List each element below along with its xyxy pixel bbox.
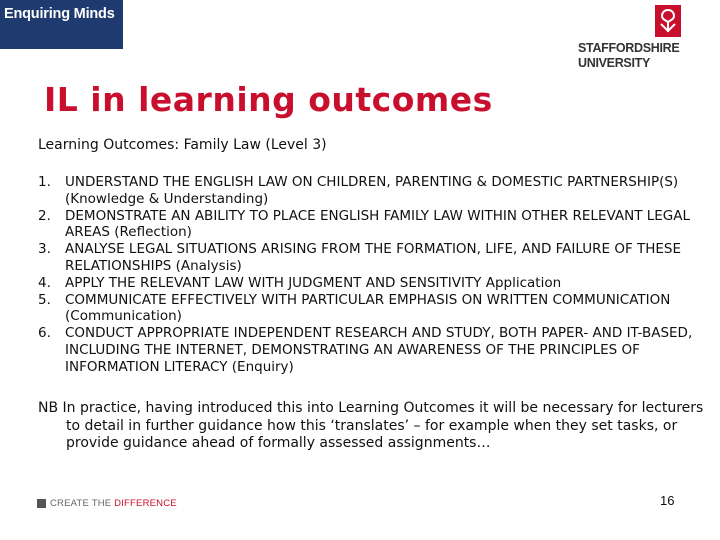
outcome-text: UNDERSTAND THE ENGLISH LAW ON CHILDREN, PARENTING & DOMESTIC PARTNERSHIP(S) (Knowledge & Understanding) xyxy=(65,174,679,207)
outcomes-list xyxy=(38,174,718,376)
university-name xyxy=(578,41,715,71)
outcome-number: 6. xyxy=(38,325,51,342)
outcome-number: 1. xyxy=(38,174,51,190)
outcome-item xyxy=(38,241,718,275)
outcome-number: 2. xyxy=(38,207,51,224)
outcome-text: APPLY THE RELEVANT LAW WITH JUDGMENT AND SENSITIVITY Application xyxy=(65,274,562,291)
create-the-difference-logo xyxy=(37,496,177,510)
outcome-item xyxy=(38,325,718,375)
page-number: 16 xyxy=(660,493,675,508)
outcome-item xyxy=(38,292,718,326)
university-name-line1: STAFFORDSHIRE xyxy=(578,41,680,55)
slide-title: IL in learning outcomes xyxy=(44,80,493,119)
footer-tagline-part1: CREATE THE xyxy=(50,497,112,509)
outcome-number: 4. xyxy=(38,274,51,291)
outcome-number: 3. xyxy=(38,241,51,258)
nb-note: NB In practice, having introduced this into Learning Outcomes it will be necessary for lecturers to detail in further guidance how this ‘translates’ – for example when they set tasks, or provide guidance ahead of formally assessed assignments… xyxy=(38,400,704,451)
outcome-item xyxy=(38,275,718,292)
square-bullet-icon xyxy=(37,499,46,508)
outcome-text: CONDUCT APPROPRIATE INDEPENDENT RESEARCH AND STUDY, BOTH PAPER- AND IT-BASED, INCLUDING THE INTERNET, DEMONSTRATING AN AWARENESS OF THE PRINCIPLES OF INFORMATION LITERACY (Enquiry) xyxy=(65,325,693,375)
outcome-text: COMMUNICATE EFFECTIVELY WITH PARTICULAR EMPHASIS ON WRITTEN COMMUNICATION (Communication) xyxy=(65,291,671,325)
enquiring-minds-logo xyxy=(0,0,123,49)
outcome-number: 5. xyxy=(38,291,51,308)
crest-icon xyxy=(655,5,681,37)
footer-tagline xyxy=(50,498,177,509)
slide-subtitle: Learning Outcomes: Family Law (Level 3) xyxy=(38,137,327,153)
outcome-item xyxy=(38,208,718,242)
footer-tagline-part2: DIFFERENCE xyxy=(114,497,177,509)
outcome-text: ANALYSE LEGAL SITUATIONS ARISING FROM THE FORMATION, LIFE, AND FAILURE OF THESE RELATIONSHIPS (Analysis) xyxy=(65,241,682,274)
brand-text: Enquiring Minds xyxy=(4,6,115,22)
outcome-text: DEMONSTRATE AN ABILITY TO PLACE ENGLISH FAMILY LAW WITHIN OTHER RELEVANT LEGAL AREAS (Reflection) xyxy=(65,207,690,241)
outcome-item xyxy=(38,174,718,208)
university-name-line2: UNIVERSITY xyxy=(578,56,651,70)
